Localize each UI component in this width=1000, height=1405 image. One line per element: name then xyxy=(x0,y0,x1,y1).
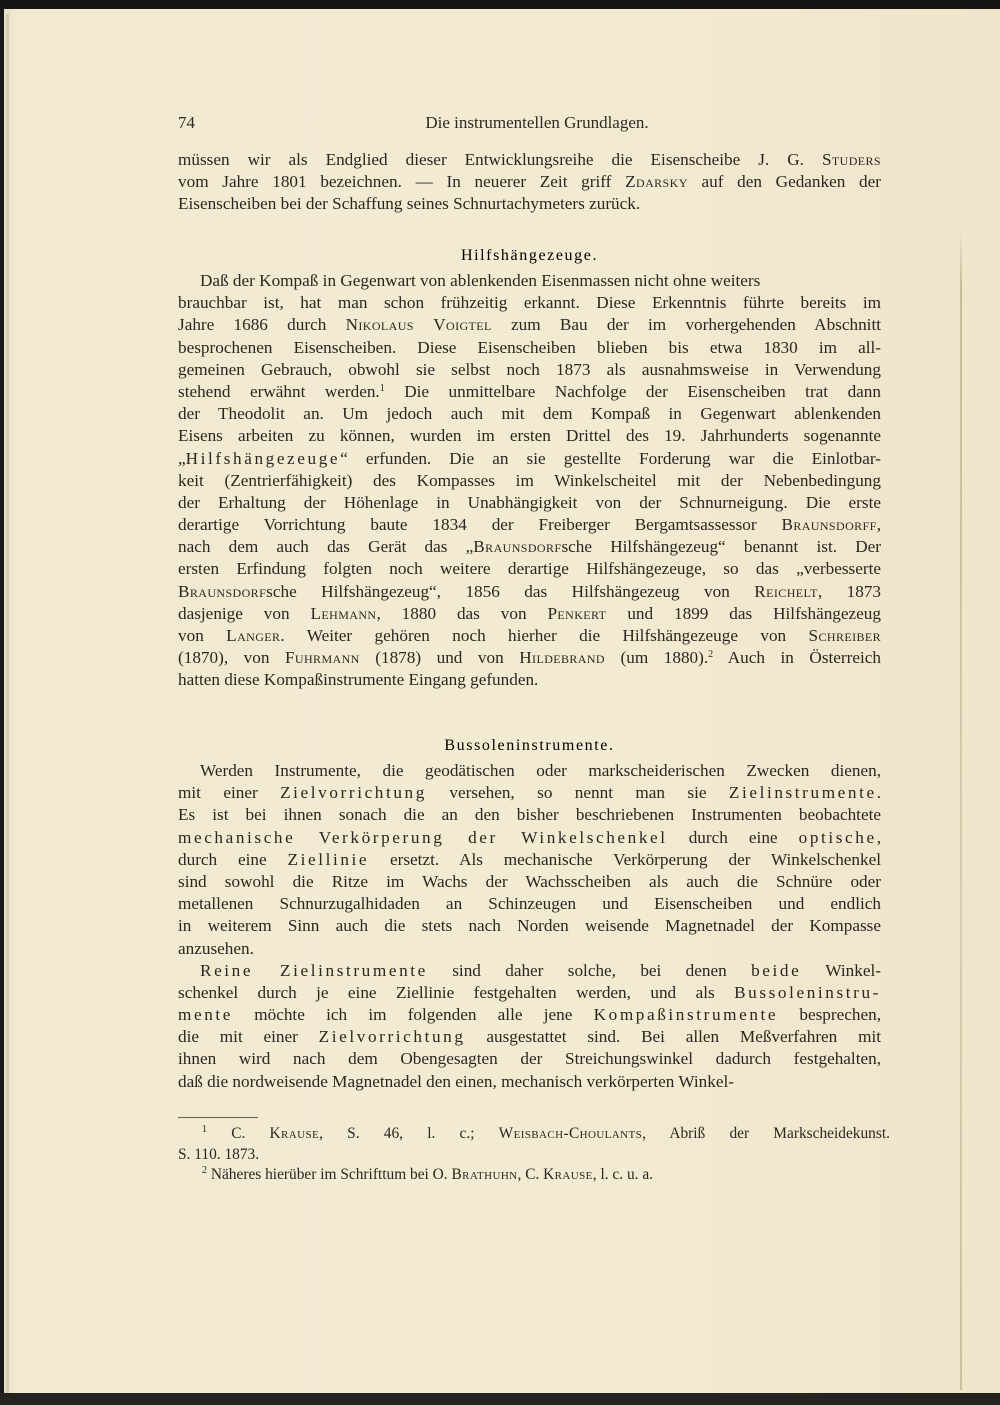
name-smallcaps: Weisbach-Choulants xyxy=(498,1125,643,1142)
text-run: auf den Gedanken der xyxy=(687,172,881,192)
name-smallcaps: Reichelt xyxy=(754,581,818,601)
scan-border-top xyxy=(0,0,1000,9)
text-run: Die unmittelbare Nachfolge der Eisenscheiben trat dann xyxy=(384,381,881,401)
text-run: sind daher solche, bei denen xyxy=(427,960,752,980)
paragraph-hilfshaengezeuge xyxy=(178,270,881,692)
text-run: ersetzt. Als mechanische Verkörperung der Winkelschenkel xyxy=(369,849,882,869)
name-smallcaps: Krause xyxy=(269,1125,320,1142)
text-run: . Weiter gehören noch hierher die Hilfshängezeuge von xyxy=(280,626,809,645)
text-line xyxy=(178,1026,881,1048)
text-run: Es ist bei ihnen sonach die an den bisher beschriebenen Instrumenten beobachtete xyxy=(178,805,881,825)
footnote-marker: 2 xyxy=(708,649,714,661)
text-line xyxy=(178,893,881,915)
name-smallcaps: Studers xyxy=(821,150,881,169)
emphasis-spaced: Ziellinie xyxy=(287,849,370,869)
emphasis-spaced: mente xyxy=(178,1005,233,1025)
page-number: 74 xyxy=(178,113,195,132)
text-run: Daß der Kompaß in Gegenwart von ablenkenden Eisenmassen nicht ohne weiters xyxy=(200,271,761,290)
text-run: , 1873 xyxy=(817,581,882,601)
text-run: Winkel- xyxy=(801,960,881,980)
emphasis-spaced: Zielvorrichtung xyxy=(280,783,427,803)
text-run: der Erhaltung der Höhenlage in Unabhängigkeit von der Schnurneigung. Die erste xyxy=(178,492,881,512)
running-head: Die instrumentellen Grundlagen. xyxy=(425,113,649,132)
text-line xyxy=(178,381,881,403)
text-run: , S. 46, l. c.; xyxy=(319,1125,499,1142)
name-smallcaps: Penkert xyxy=(547,603,607,623)
text-run: dasjenige von xyxy=(178,603,311,623)
text-line xyxy=(178,536,881,558)
text-line xyxy=(178,1165,890,1186)
text-run: müssen wir als Endglied dieser Entwicklungsreihe die Eisenscheibe J. G. xyxy=(178,150,822,169)
footnote-marker: 1 xyxy=(202,1124,207,1135)
text-line xyxy=(178,193,881,215)
text-line xyxy=(178,871,881,893)
emphasis-spaced: optische xyxy=(798,827,877,847)
name-smallcaps: Braunsdorff xyxy=(781,515,877,535)
scan-border-bottom xyxy=(0,1393,1000,1405)
emphasis-spaced: Hilfshängezeuge xyxy=(185,448,341,468)
text-run: der Theodolit an. Um jedoch auch mit dem Kompaß in Gegenwart ablenkenden xyxy=(178,404,881,424)
text-run: , l. c. u. a. xyxy=(592,1166,654,1183)
text-run: Auch in Österreich xyxy=(713,648,881,668)
text-line xyxy=(178,1004,881,1026)
text-run: gemeinen Gebrauch, obwohl sie selbst noch 1873 als ausnahmsweise in Verwendung xyxy=(178,359,881,379)
text-run: anzusehen. xyxy=(178,938,254,958)
text-run: Eisenscheiben bei der Schaffung seines Schnurtachymeters zurück. xyxy=(178,194,641,214)
text-line xyxy=(178,1048,881,1070)
text-line xyxy=(178,292,881,314)
text-run: Näheres hierüber im Schrifttum bei O. xyxy=(207,1166,452,1183)
footnote-marker: 2 xyxy=(202,1165,207,1176)
text-line xyxy=(178,514,881,536)
text-run: „ xyxy=(178,448,186,468)
text-line xyxy=(178,625,881,647)
text-run: versehen, so nennt man sie xyxy=(426,783,729,803)
text-line xyxy=(178,492,881,514)
text-run: (1878) und von xyxy=(359,648,520,668)
footnote-divider xyxy=(178,1117,258,1118)
text-run: zum Bau der im vorhergehenden Abschnitt xyxy=(491,315,881,335)
name-smallcaps: Fuhrmann xyxy=(284,648,360,668)
text-run: daß die nordweisende Magnetnadel den einen, mechanisch verkörperten Winkel- xyxy=(178,1071,734,1091)
emphasis-spaced: beide xyxy=(751,960,802,980)
text-run: , xyxy=(876,515,881,535)
section-heading-bussoleninstrumente: Bussoleninstrumente. xyxy=(444,737,615,754)
text-run: stehend erwähnt werden. xyxy=(178,381,380,401)
text-line xyxy=(178,581,881,603)
emphasis-spaced: Zielinstrumente xyxy=(728,783,877,803)
text-run: die mit einer xyxy=(178,1027,319,1047)
text-run: , Abriß der Markscheidekunst. xyxy=(642,1125,890,1142)
text-run: (1870), von xyxy=(178,648,285,668)
text-run: , C. xyxy=(517,1166,544,1183)
text-line xyxy=(178,938,881,960)
text-line xyxy=(178,915,881,937)
emphasis-spaced: mechanische Verkörperung der Winkelschenkel xyxy=(178,827,668,847)
text-run: und 1899 das Hilfshängezeug xyxy=(606,603,881,623)
name-smallcaps: Nikolaus Voigtel xyxy=(345,315,492,335)
text-run: nach dem auch das Gerät das „ xyxy=(178,537,474,557)
text-line xyxy=(178,669,881,691)
name-smallcaps: Hildebrand xyxy=(519,648,605,668)
section-heading-hilfshaengezeuge: Hilfshängezeuge. xyxy=(460,247,599,264)
text-run: ihnen wird nach dem Obengesagten der Streichungswinkel dadurch festgehalten, xyxy=(178,1049,881,1069)
name-smallcaps: Lehmann xyxy=(310,603,377,623)
text-run: schenkel durch je eine Ziellinie festgehalten werden, und als xyxy=(178,982,735,1002)
text-run: ausgestattet sind. Bei allen Meßverfahren mit xyxy=(465,1027,881,1047)
text-run: möchte ich im folgenden alle jene xyxy=(233,1005,594,1025)
footnote-marker: 1 xyxy=(379,382,385,394)
page-edge xyxy=(6,14,9,1394)
text-line xyxy=(178,982,881,1004)
page-header xyxy=(178,113,890,135)
paragraph-intro xyxy=(178,149,881,216)
text-run: von xyxy=(178,626,227,645)
text-line xyxy=(178,149,881,171)
name-smallcaps: Braunsdorf xyxy=(178,581,267,601)
text-run: hatten diese Kompaßinstrumente Eingang gefunden. xyxy=(178,670,539,690)
text-run: Werden Instrumente, die geodätischen oder markscheiderischen Zwecken dienen, xyxy=(200,761,881,780)
text-run: mit einer xyxy=(178,783,281,803)
text-run: sche Hilfshängezeug“ benannt ist. Der xyxy=(561,537,881,557)
name-smallcaps: Zdarsky xyxy=(625,172,688,192)
text-line xyxy=(178,804,881,826)
text-line xyxy=(178,270,881,292)
text-run: metallenen Schnurzugalhidaden an Schinzeugen und Eisenscheiben und endlich xyxy=(178,894,881,914)
text-run: Jahre 1686 durch xyxy=(178,315,346,335)
text-run: besprechen, xyxy=(778,1005,881,1025)
text-run: , xyxy=(876,827,881,847)
text-run: keit (Zentrierfähigkeit) des Kompasses im Winkelscheitel mit der Nebenbedingung xyxy=(178,470,881,490)
text-run: durch eine xyxy=(667,827,799,847)
name-smallcaps: Langer xyxy=(226,626,281,645)
text-line xyxy=(178,359,881,381)
page-fold-line xyxy=(960,230,962,1390)
text-line xyxy=(178,603,881,625)
text-run: “ erfunden. Die an sie gestellte Forderung war die Einlotbar- xyxy=(340,448,881,468)
text-line xyxy=(178,1071,881,1093)
text-line xyxy=(178,1145,890,1166)
emphasis-spaced: Reine Zielinstrumente xyxy=(200,960,428,980)
text-run: ersten Erfindung folgten noch weitere derartige Hilfshängezeuge, so das „verbesserte xyxy=(178,559,881,579)
text-run: durch eine xyxy=(178,849,288,869)
text-run: , 1880 das von xyxy=(376,603,548,623)
text-line xyxy=(178,647,881,669)
text-line xyxy=(178,314,881,336)
footnotes xyxy=(178,1124,890,1186)
text-line xyxy=(178,448,881,470)
text-line xyxy=(178,403,881,425)
text-line xyxy=(178,760,881,782)
text-run: (um 1880). xyxy=(605,648,709,668)
text-line xyxy=(178,558,881,580)
text-line xyxy=(178,470,881,492)
paragraph-bussoleninstrumente xyxy=(178,760,881,1093)
text-line xyxy=(178,425,881,447)
text-run: sche Hilfshängezeug“, 1856 das Hilfshängezeug von xyxy=(266,581,755,601)
text-line xyxy=(178,827,881,849)
name-smallcaps: Schreiber xyxy=(808,626,882,645)
text-run: . xyxy=(876,783,881,803)
text-run: brauchbar ist, hat man schon frühzeitig erkannt. Diese Erkenntnis führte bereits im xyxy=(178,293,881,313)
text-line xyxy=(178,960,881,982)
text-line xyxy=(178,782,881,804)
name-smallcaps: Braunsdorf xyxy=(473,537,562,557)
name-smallcaps: Brathuhn xyxy=(451,1166,518,1183)
text-run: S. 110. 1873. xyxy=(178,1145,260,1163)
text-line xyxy=(178,849,881,871)
emphasis-spaced: Zielvorrichtung xyxy=(318,1027,466,1047)
name-smallcaps: Krause xyxy=(543,1166,593,1183)
text-run: sind sowohl die Ritze im Wachs der Wachsscheiben als auch die Schnüre oder xyxy=(178,871,881,891)
emphasis-spaced: Bussoleninstru- xyxy=(734,982,881,1002)
text-run: in weiterem Sinn auch die stets nach Norden weisende Magnetnadel der Kompasse xyxy=(178,916,881,936)
emphasis-spaced: Kompaßinstrumente xyxy=(593,1005,779,1025)
text-run: C. xyxy=(207,1125,270,1142)
text-run: Eisens arbeiten zu können, wurden im ersten Drittel des 19. Jahrhunderts sogenannte xyxy=(178,426,881,446)
text-line xyxy=(178,337,881,359)
text-line xyxy=(178,1124,890,1145)
text-run: vom Jahre 1801 bezeichnen. — In neuerer Zeit griff xyxy=(178,172,626,192)
text-run: derartige Vorrichtung baute 1834 der Freiberger Bergamtsassessor xyxy=(178,515,782,535)
text-run: besprochenen Eisenscheiben. Diese Eisenscheiben blieben bis etwa 1830 im all- xyxy=(178,337,881,357)
text-line xyxy=(178,171,881,193)
